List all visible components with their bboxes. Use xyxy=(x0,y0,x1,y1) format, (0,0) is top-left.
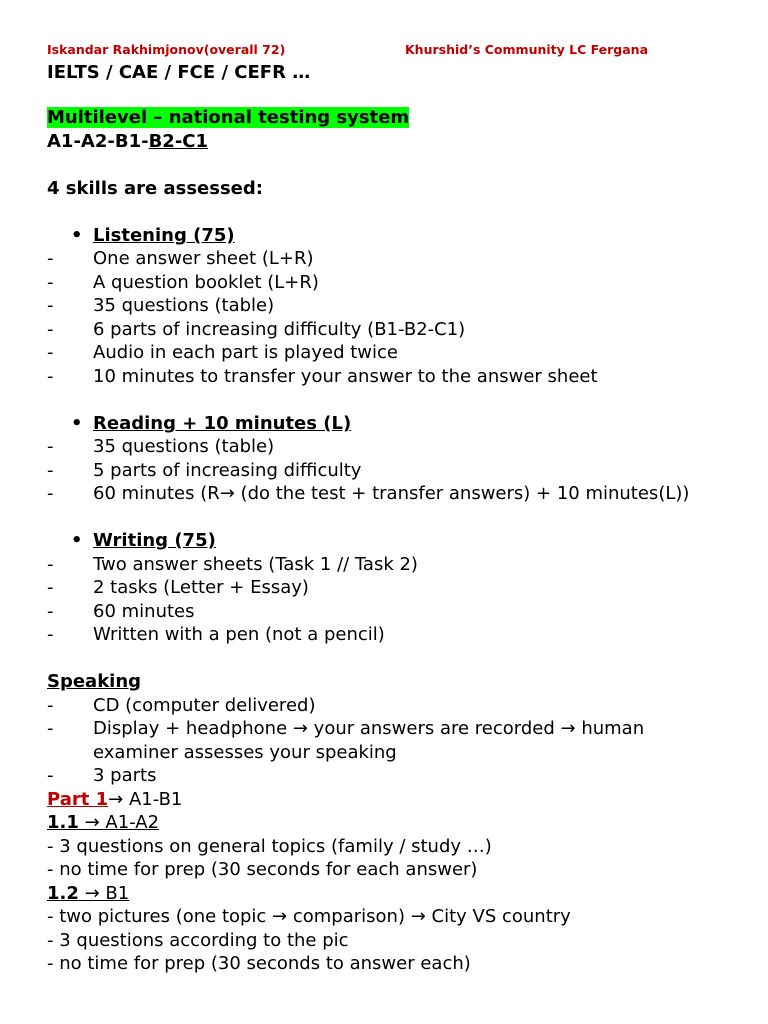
dash-marker: - xyxy=(47,483,54,504)
dash-marker: - xyxy=(47,295,54,316)
list-item: - no time for prep (30 seconds for each answer) xyxy=(47,859,478,880)
dash-marker: - xyxy=(47,436,54,457)
author-name: Iskandar Rakhimjonov(overall 72) xyxy=(47,42,286,57)
list-item: - no time for prep (30 seconds to answer each) xyxy=(47,953,471,974)
document-header xyxy=(47,42,727,62)
list-item-text: A question booklet (L+R) xyxy=(93,272,319,293)
list-item: - two pictures (one topic → comparison) → City VS country xyxy=(47,906,571,927)
list-item-text: Written with a pen (not a pencil) xyxy=(93,624,385,645)
part12-label: 1.2 xyxy=(47,883,79,904)
bullet-icon: • xyxy=(71,413,83,434)
list-item-text: 35 questions (table) xyxy=(93,295,275,316)
list-item: - 3 questions on general topics (family / study …) xyxy=(47,836,492,857)
list-item-text: 10 minutes to transfer your answer to the answer sheet xyxy=(93,366,598,387)
dash-marker: - xyxy=(47,272,54,293)
bullet-icon: • xyxy=(71,530,83,551)
part1-level: → A1-B1 xyxy=(108,789,183,810)
part1-line xyxy=(47,789,182,811)
part11-level: → A1-A2 xyxy=(78,812,160,833)
list-item-text: 35 questions (table) xyxy=(93,436,275,457)
skills-heading: 4 skills are assessed: xyxy=(47,178,263,199)
bullet-icon: • xyxy=(71,225,83,246)
part12-level: → B1 xyxy=(78,883,130,904)
listening-heading-row xyxy=(71,225,235,247)
levels-line xyxy=(47,131,208,153)
reading-heading-row xyxy=(71,413,352,435)
list-item-text: 2 tasks (Letter + Essay) xyxy=(93,577,309,598)
exams-line: IELTS / CAE / FCE / CEFR … xyxy=(47,62,311,83)
dash-marker: - xyxy=(47,718,54,739)
list-item-text: 60 minutes (R→ (do the test + transfer answers) + 10 minutes(L)) xyxy=(93,483,690,504)
part1-label: Part 1 xyxy=(47,789,109,810)
part11-line xyxy=(47,812,159,834)
dash-marker: - xyxy=(47,460,54,481)
dash-marker: - xyxy=(47,342,54,363)
reading-heading: Reading + 10 minutes (L) xyxy=(93,413,352,434)
dash-marker: - xyxy=(47,601,54,622)
multilevel-title xyxy=(47,107,409,129)
list-item-text: 3 parts xyxy=(93,765,157,786)
learning-center-name: Khurshid’s Community LC Fergana xyxy=(405,42,649,57)
part11-label: 1.1 xyxy=(47,812,79,833)
writing-heading-row xyxy=(71,530,216,552)
list-item-text: Audio in each part is played twice xyxy=(93,342,398,363)
list-item-text: 60 minutes xyxy=(93,601,195,622)
list-item-continuation: examiner assesses your speaking xyxy=(93,742,397,763)
levels-underlined: B2-C1 xyxy=(148,131,209,152)
dash-marker: - xyxy=(47,577,54,598)
dash-marker: - xyxy=(47,624,54,645)
dash-marker: - xyxy=(47,695,54,716)
speaking-heading: Speaking xyxy=(47,671,142,692)
list-item-text: Two answer sheets (Task 1 // Task 2) xyxy=(93,554,418,575)
dash-marker: - xyxy=(47,554,54,575)
highlighted-title: Multilevel – national testing system xyxy=(47,107,410,128)
list-item-text: 6 parts of increasing difficulty (B1-B2-C1) xyxy=(93,319,466,340)
list-item: - 3 questions according to the pic xyxy=(47,930,349,951)
dash-marker: - xyxy=(47,319,54,340)
list-item-text: 5 parts of increasing difficulty xyxy=(93,460,362,481)
dash-marker: - xyxy=(47,366,54,387)
dash-marker: - xyxy=(47,248,54,269)
list-item-text: CD (computer delivered) xyxy=(93,695,316,716)
part12-line xyxy=(47,883,129,905)
levels-prefix: A1-A2-B1- xyxy=(47,131,149,152)
listening-heading: Listening (75) xyxy=(93,225,235,246)
dash-marker: - xyxy=(47,765,54,786)
list-item-text: Display + headphone → your answers are recorded → human xyxy=(93,718,645,739)
list-item-text: One answer sheet (L+R) xyxy=(93,248,314,269)
writing-heading: Writing (75) xyxy=(93,530,216,551)
